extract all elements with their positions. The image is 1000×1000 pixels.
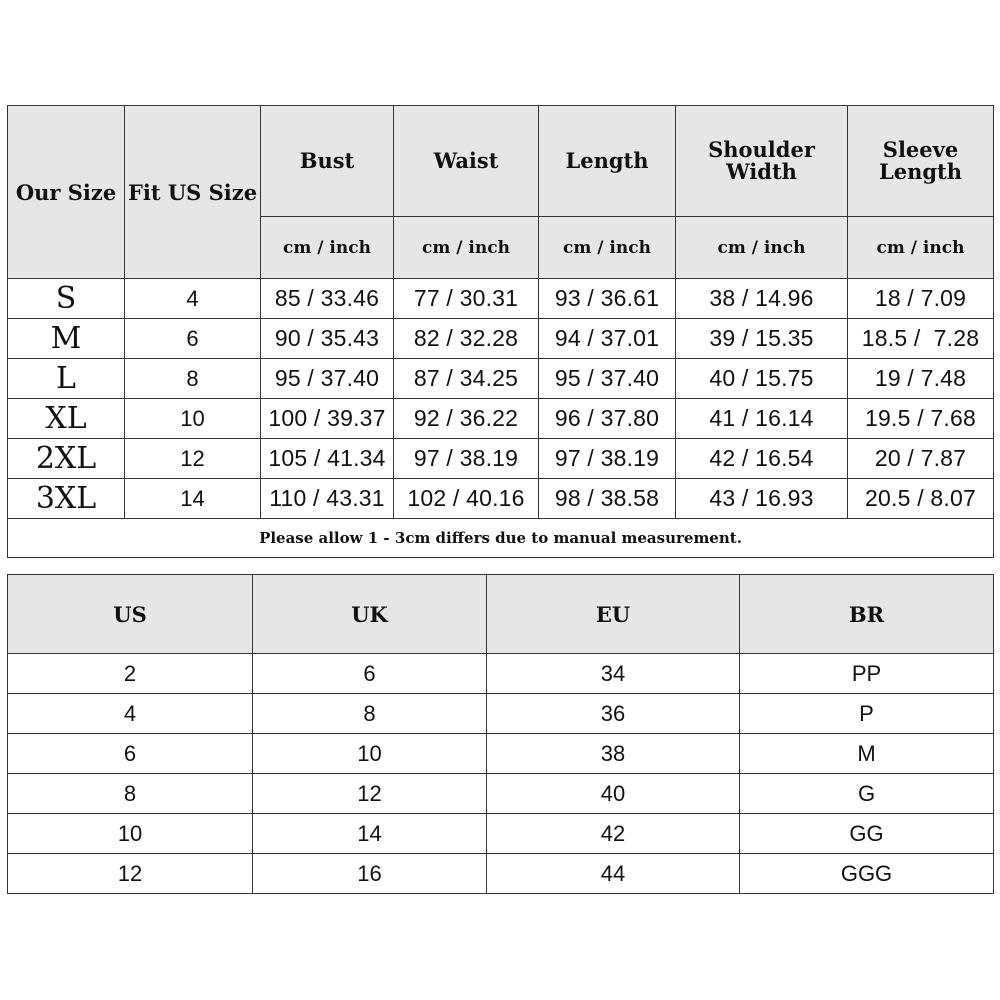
fit-us-size: 8 — [125, 359, 261, 399]
shoulder-value: 42 / 16.54 — [676, 439, 848, 479]
header-shoulder-width — [676, 106, 848, 217]
us-value: 8 — [8, 774, 253, 814]
shoulder-value: 43 / 16.93 — [676, 479, 848, 519]
eu-value: 40 — [487, 774, 740, 814]
br-value: GG — [740, 814, 994, 854]
uk-value: 10 — [253, 734, 487, 774]
uk-value: 14 — [253, 814, 487, 854]
br-value: G — [740, 774, 994, 814]
eu-value: 36 — [487, 694, 740, 734]
header-bust-label: Bust — [299, 148, 355, 173]
fit-us-size: 10 — [125, 399, 261, 439]
br-value: P — [740, 694, 994, 734]
length-value: 93 / 36.61 — [539, 279, 676, 319]
us-value: 2 — [8, 654, 253, 694]
header-our-size: Our Size — [8, 106, 125, 279]
uk-value: 8 — [253, 694, 487, 734]
size-chart-table — [7, 105, 994, 558]
br-value: PP — [740, 654, 994, 694]
length-value: 98 / 38.58 — [539, 479, 676, 519]
sleeve-value: 18.5 / 7.28 — [848, 319, 994, 359]
sleeve-value: 20.5 / 8.07 — [848, 479, 994, 519]
waist-value: 77 / 30.31 — [394, 279, 539, 319]
br-value: M — [740, 734, 994, 774]
table-row — [8, 854, 994, 894]
eu-value: 44 — [487, 854, 740, 894]
shoulder-value: 41 / 16.14 — [676, 399, 848, 439]
size-label: XL — [8, 399, 125, 439]
size-label: 3XL — [8, 479, 125, 519]
sleeve-value: 19 / 7.48 — [848, 359, 994, 399]
fit-us-size: 6 — [125, 319, 261, 359]
size-label: M — [8, 319, 125, 359]
header-waist-label: Waist — [433, 148, 499, 173]
header-br: BR — [740, 575, 994, 654]
waist-value: 87 / 34.25 — [394, 359, 539, 399]
table-row — [8, 479, 994, 519]
size-label: L — [8, 359, 125, 399]
us-value: 12 — [8, 854, 253, 894]
bust-value: 95 / 37.40 — [261, 359, 394, 399]
bust-value: 85 / 33.46 — [261, 279, 394, 319]
br-value: GGG — [740, 854, 994, 894]
us-value: 10 — [8, 814, 253, 854]
fit-us-size: 4 — [125, 279, 261, 319]
bust-value: 105 / 41.34 — [261, 439, 394, 479]
sleeve-value: 19.5 / 7.68 — [848, 399, 994, 439]
waist-value: 82 / 32.28 — [394, 319, 539, 359]
unit-shoulder: cm / inch — [676, 217, 848, 279]
length-value: 95 / 37.40 — [539, 359, 676, 399]
waist-value: 92 / 36.22 — [394, 399, 539, 439]
table-row — [8, 654, 994, 694]
length-value: 96 / 37.80 — [539, 399, 676, 439]
size-label: 2XL — [8, 439, 125, 479]
eu-value: 42 — [487, 814, 740, 854]
unit-waist: cm / inch — [394, 217, 539, 279]
size-label: S — [8, 279, 125, 319]
us-value: 4 — [8, 694, 253, 734]
measurement-note: Please allow 1 - 3cm differs due to manual measurement. — [8, 519, 994, 558]
unit-sleeve: cm / inch — [848, 217, 994, 279]
unit-bust: cm / inch — [261, 217, 394, 279]
uk-value: 6 — [253, 654, 487, 694]
table-row — [8, 774, 994, 814]
header-eu: EU — [487, 575, 740, 654]
sleeve-value: 18 / 7.09 — [848, 279, 994, 319]
shoulder-value: 39 / 15.35 — [676, 319, 848, 359]
uk-value: 12 — [253, 774, 487, 814]
eu-value: 34 — [487, 654, 740, 694]
bust-value: 100 / 39.37 — [261, 399, 394, 439]
table-row — [8, 694, 994, 734]
table-row — [8, 399, 994, 439]
table-row — [8, 734, 994, 774]
waist-value: 102 / 40.16 — [394, 479, 539, 519]
fit-us-size: 14 — [125, 479, 261, 519]
header-fit-us-size: Fit US Size — [125, 106, 261, 279]
fit-us-size: 12 — [125, 439, 261, 479]
bust-value: 110 / 43.31 — [261, 479, 394, 519]
header-length — [539, 106, 676, 217]
size-conversion-table — [7, 574, 994, 894]
header-bust — [261, 106, 394, 217]
table-row — [8, 359, 994, 399]
table-row — [8, 814, 994, 854]
table-row — [8, 279, 994, 319]
shoulder-value: 40 / 15.75 — [676, 359, 848, 399]
table-row — [8, 319, 994, 359]
waist-value: 97 / 38.19 — [394, 439, 539, 479]
length-value: 94 / 37.01 — [539, 319, 676, 359]
header-sleeve-length-label: Sleeve Length — [878, 137, 963, 184]
bust-value: 90 / 35.43 — [261, 319, 394, 359]
header-shoulder-width-label: Shoulder Width — [708, 137, 815, 184]
shoulder-value: 38 / 14.96 — [676, 279, 848, 319]
header-waist — [394, 106, 539, 217]
sleeve-value: 20 / 7.87 — [848, 439, 994, 479]
header-uk: UK — [253, 575, 487, 654]
length-value: 97 / 38.19 — [539, 439, 676, 479]
header-length-label: Length — [565, 148, 649, 173]
eu-value: 38 — [487, 734, 740, 774]
unit-length: cm / inch — [539, 217, 676, 279]
table-row — [8, 439, 994, 479]
uk-value: 16 — [253, 854, 487, 894]
us-value: 6 — [8, 734, 253, 774]
header-us: US — [8, 575, 253, 654]
header-sleeve-length — [848, 106, 994, 217]
